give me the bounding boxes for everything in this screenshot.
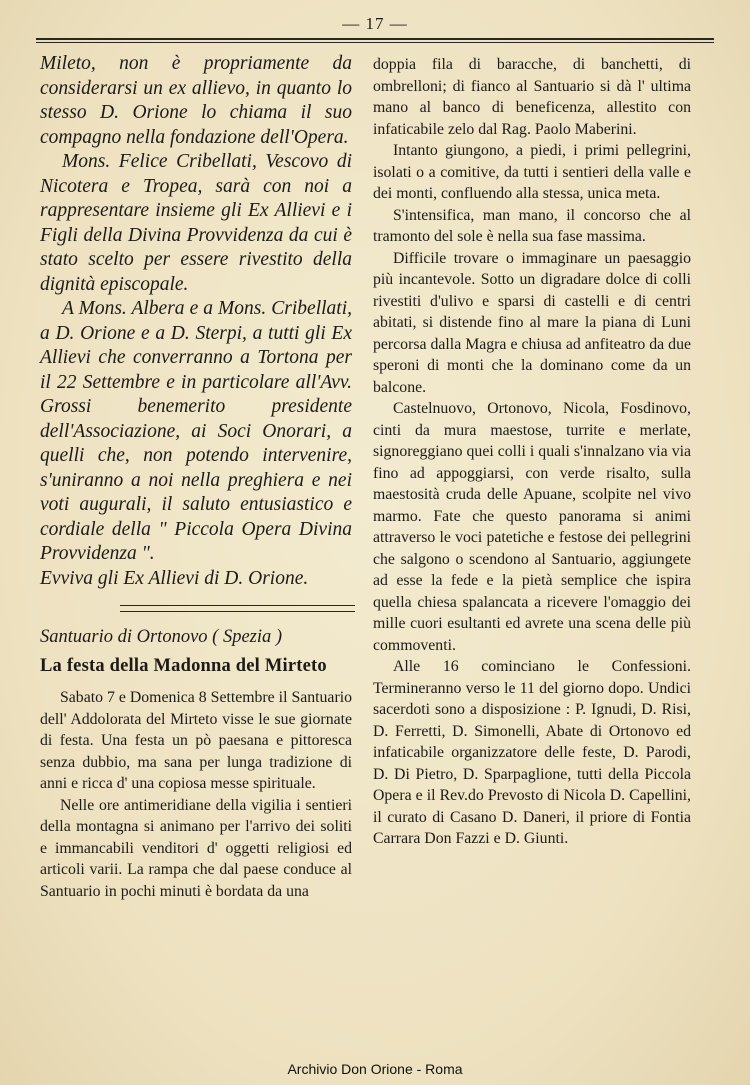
body-paragraph: Sabato 7 e Domenica 8 Settembre il Santuario dell' Addolorata del Mirteto visse le sue giornate di festa. Una festa un pò paesana e pittoresca senza dubbio, ma sana per lunga tradizione di anni e ricca d' una copiosa messe spirituale. <box>40 689 352 792</box>
article-body-left <box>40 687 352 902</box>
section-divider <box>40 603 352 617</box>
page-number: — 17 — <box>342 14 408 33</box>
header-rule-thin <box>36 42 714 43</box>
italic-paragraph: Mons. Felice Cribellati, Vescovo di Nicotera e Tropea, sarà con noi a rappresentare insieme gli Ex Allievi e i Figli della Divina Provvidenza da cui è stato scelto per essere rivestito della dignità episcopale. <box>40 151 352 295</box>
body-paragraph: Castelnuovo, Ortonovo, Nicola, Fosdinovo, cinti da mura maestose, turrite e merlate, signoreggiano quei colli i quali s'innalzano via via fino ad appoggiarsi, con verde risalto, sulla maestosità cruda delle Apuane, scolpite nel vivo marmo. Fate che questo panorama si animi attraverso le voci patetiche e festose dei pellegrini che salgono o scendono al Santuario, aggiungete ad esse la fede e la pietà semplice che ispira quella chiesa spalancata a ricevere l'omaggio dei mille cuori esultanti ed avrete una scena delle più commoventi. <box>373 400 691 654</box>
body-paragraph: Alle 16 cominciano le Confessioni. Termineranno verso le 11 del giorno dopo. Undici sacerdoti sono a disposizione : P. Ignudi, D. Risi, D. Ferretti, D. Simonelli, Abate di Ortonovo ed infaticabile organizzatore delle feste, D. Parodi, D. Di Pietro, D. Sparpaglione, tutti della Piccola Opera e il Rev.do Prevosto di Nicola D. Capellini, il curato di Casano D. Daneri, il priore di Fontia Carrara Don Fazzi e D. Giunti. <box>373 658 691 847</box>
header-rule <box>36 38 714 40</box>
italic-paragraph: Mileto, non è propriamente da considerarsi un ex allievo, in quanto lo stesso D. Orione lo chiama il suo compagno nella fondazione dell'Opera. <box>40 53 352 148</box>
article-headline: La festa della Madonna del Mirteto <box>40 656 327 676</box>
italic-paragraph: A Mons. Albera e a Mons. Cribellati, a D. Orione e a D. Sterpi, a tutti gli Ex Allievi che converranno a Tortona per il 22 Settembre e in particolare all'Avv. Grossi benemerito presidente dell'Associazione, ai Soci Onorari, a quelli che, non potendo intervenire, s'uniranno a noi nella preghiera e nei voti augurali, il saluto entusiastico e cordiale della " Piccola Opera Divina Provvidenza ". <box>40 298 352 564</box>
section-title: Santuario di Ortonovo ( Spezia ) <box>40 627 283 647</box>
archive-footer: Archivio Don Orione - Roma <box>287 1061 463 1077</box>
italic-letter-text <box>40 52 352 591</box>
left-column <box>40 52 352 902</box>
body-paragraph: doppia fila di baracche, di banchetti, di ombrelloni; di fianco al Santuario si dà l' ultima mano al banco di beneficenza, allestito con infaticabile zelo dal Rag. Paolo Maberini. <box>373 56 691 138</box>
right-column <box>373 54 691 850</box>
body-paragraph: Intanto giungono, a piedi, i primi pellegrini, isolati o a comitive, da tutti i sentieri della valle e dei monti, confluendo alla stessa, unica meta. <box>373 142 691 202</box>
body-paragraph: Nelle ore antimeridiane della vigilia i sentieri della montagna si animano per l'arrivo dei soliti e immancabili venditori d' oggetti religiosi ed articoli varii. La rampa che dal paese conduce al Santuario in pochi minuti è bordata da una <box>40 796 352 900</box>
body-paragraph: Difficile trovare o immaginare un paesaggio più incantevole. Sotto un digradare dolce di colli rivestiti d'ulivo e sparsi di castelli e di centri abitati, si distende fino al mare la piana di Luni percorsa dalla Magra e chiusa ad anfiteatro da due speroni di monti che la dominano come da un balcone. <box>373 249 691 396</box>
body-paragraph: S'intensifica, man mano, il concorso che al tramonto del sole è nella sua fase massima. <box>373 206 691 245</box>
italic-paragraph: Evviva gli Ex Allievi di D. Orione. <box>40 567 309 589</box>
